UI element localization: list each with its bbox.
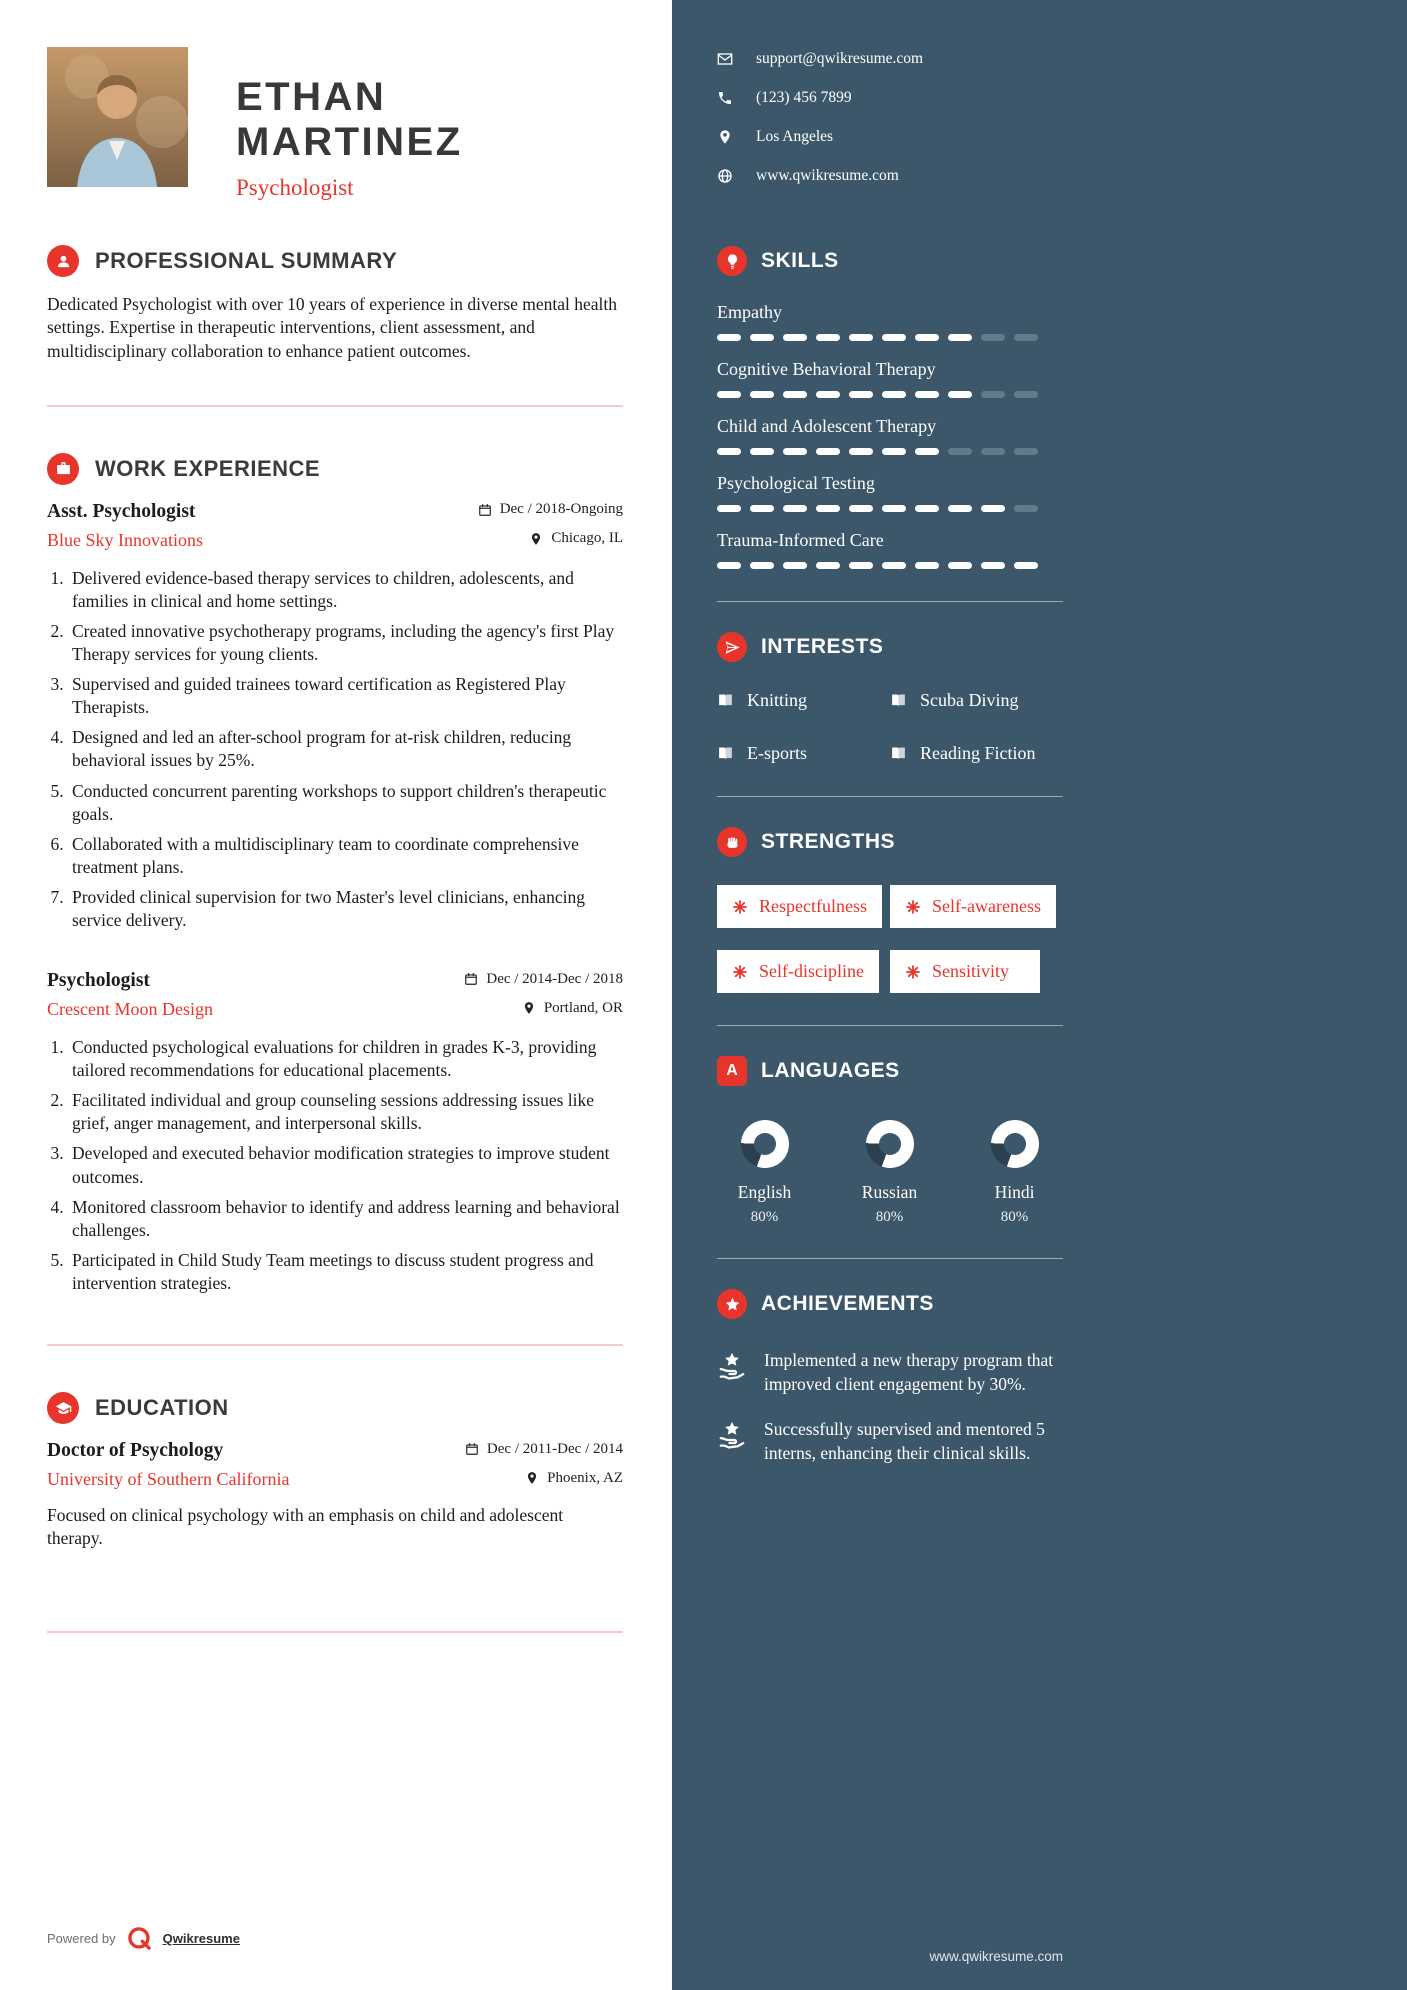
job-bullet-list: [47, 567, 623, 932]
briefcase-icon: [47, 453, 79, 485]
calendar-icon: [478, 503, 492, 517]
profile-photo: [47, 47, 188, 187]
map-pin-icon: [529, 532, 543, 546]
star-icon: [717, 1289, 747, 1319]
skill-bar-segment: [948, 448, 972, 455]
skill-bar-segment: [1014, 391, 1038, 398]
skill-bar-segment: [915, 448, 939, 455]
identity-header: [47, 47, 623, 201]
burst-icon: [732, 899, 748, 915]
job-company: Blue Sky Innovations: [47, 529, 203, 550]
job-title: Asst. Psychologist: [47, 500, 196, 522]
job-bullet: 1. Delivered evidence-based therapy services to children, adolescents, and families in clinical and home settings.: [68, 567, 623, 613]
achievements-list: [717, 1327, 1063, 1466]
skill-name: Child and Adolescent Therapy: [717, 416, 937, 436]
skill-bar: [717, 505, 1063, 512]
languages-heading: [717, 1056, 1063, 1086]
contact-website[interactable]: www.qwikresume.com: [756, 167, 899, 184]
book-icon: [717, 692, 734, 709]
achievements-heading-label: ACHIEVEMENTS: [761, 1292, 934, 1315]
hand-star-icon: [717, 1420, 747, 1450]
degree-name: Doctor of Psychology: [47, 1440, 224, 1462]
job-bullet: 1. Conducted psychological evaluations for children in grades K-3, providing tailored recommendations for educational placements.: [68, 1036, 623, 1082]
skill-bar-segment: [717, 562, 741, 569]
achievement-text: Implemented a new therapy program that improved client engagement by 30%.: [764, 1350, 1054, 1394]
summary-heading: [47, 245, 623, 277]
job-bullet: 2. Facilitated individual and group counseling sessions addressing issues like grief, anger management, and interpersonal skills.: [68, 1089, 623, 1135]
skill-bar-segment: [750, 562, 774, 569]
job-dates-text: Dec / 2018-Ongoing: [499, 501, 623, 518]
achievement-item: [717, 1418, 1063, 1465]
strength-chip: [717, 950, 879, 993]
skill-bar-segment: [981, 448, 1005, 455]
sidebar-content: [717, 50, 1063, 1964]
skill-bar-segment: [750, 334, 774, 341]
skill-bar-segment: [1014, 505, 1038, 512]
interest-item: [890, 743, 1063, 764]
calendar-icon: [465, 1442, 479, 1456]
contact-location-row: [717, 128, 1063, 146]
skill-bar-segment: [981, 562, 1005, 569]
job-dates: [464, 971, 623, 988]
job-bullet-list: [47, 1036, 623, 1295]
skill-bar-segment: [717, 448, 741, 455]
skill-bar-segment: [717, 391, 741, 398]
skill-bar-segment: [750, 505, 774, 512]
contact-location: Los Angeles: [756, 128, 834, 145]
skill-bar-segment: [783, 448, 807, 455]
skill-bar-segment: [915, 505, 939, 512]
achievements-heading: [717, 1289, 1063, 1319]
language-donut-chart: [741, 1120, 789, 1168]
strength-chip: [890, 885, 1056, 928]
interest-item: [717, 743, 890, 764]
school-name: University of Southern California: [47, 1469, 290, 1490]
job-location: [522, 1000, 623, 1017]
skill-bar-segment: [1014, 334, 1038, 341]
skill-bar: [717, 391, 1063, 398]
strengths-heading-label: STRENGTHS: [761, 830, 896, 853]
skills-heading-label: SKILLS: [761, 249, 839, 272]
section-divider: [47, 405, 623, 407]
interest-item: [890, 690, 1063, 711]
achievement-text: Successfully supervised and mentored 5 interns, enhancing their clinical skills.: [764, 1419, 1045, 1463]
skill-bar-segment: [816, 562, 840, 569]
strength-label: Respectfulness: [759, 896, 867, 916]
language-percent: 80%: [875, 1209, 904, 1225]
burst-icon: [905, 964, 921, 980]
job-location-text: Portland, OR: [543, 999, 623, 1016]
skill-bar-segment: [717, 334, 741, 341]
skill-name: Trauma-Informed Care: [717, 530, 884, 550]
education-description: Focused on clinical psychology with an emphasis on child and adolescent therapy.: [47, 1505, 564, 1549]
skill-bar-segment: [981, 505, 1005, 512]
contact-email[interactable]: support@qwikresume.com: [756, 50, 924, 67]
language-name: Hindi: [994, 1182, 1035, 1202]
summary-text: Dedicated Psychologist with over 10 years of experience in diverse mental health settings. Expertise in therapeutic interventions, client assessment, and multidisciplinary collaboration to enhance patient outcomes.: [47, 294, 618, 361]
skill-bar-segment: [915, 391, 939, 398]
skill-bar-segment: [849, 562, 873, 569]
skill-bar-segment: [750, 448, 774, 455]
skill-bar-segment: [783, 505, 807, 512]
sidebar-website: www.qwikresume.com: [929, 1949, 1063, 1964]
skill-item: [717, 359, 1063, 398]
translate-icon: A: [717, 1056, 747, 1086]
section-divider: [47, 1344, 623, 1346]
language-item: [967, 1120, 1062, 1226]
contact-website-row: [717, 167, 1063, 185]
skill-bar-segment: [1014, 448, 1038, 455]
skill-bar-segment: [717, 505, 741, 512]
skill-item: [717, 416, 1063, 455]
skill-bar-segment: [981, 334, 1005, 341]
skill-bar-segment: [783, 562, 807, 569]
skill-bar-segment: [882, 562, 906, 569]
skill-bar-segment: [948, 505, 972, 512]
contact-phone-row: [717, 89, 1063, 107]
globe-icon: [717, 168, 733, 184]
education-dates-text: Dec / 2011-Dec / 2014: [486, 1440, 623, 1457]
skill-bar-segment: [750, 391, 774, 398]
skills-list: [717, 284, 1063, 569]
job-bullet: 7. Provided clinical supervision for two Master's level clinicians, enhancing service delivery.: [68, 886, 623, 932]
skill-bar-segment: [882, 505, 906, 512]
language-percent: 80%: [1000, 1209, 1029, 1225]
skill-bar-segment: [849, 334, 873, 341]
skill-bar-segment: [981, 391, 1005, 398]
identity-text: [236, 47, 623, 201]
book-icon: [890, 692, 907, 709]
sidebar: [672, 0, 1407, 1990]
envelope-icon: [717, 51, 733, 67]
book-icon: [717, 745, 734, 762]
job-location: [529, 530, 623, 547]
hand-star-icon: [717, 1351, 747, 1381]
skill-bar-segment: [915, 562, 939, 569]
main-column: [0, 0, 672, 1990]
education-location: [525, 1470, 623, 1487]
skill-bar-segment: [816, 391, 840, 398]
qwikresume-logo-icon: [126, 1925, 153, 1952]
job-bullet: 3. Supervised and guided trainees toward certification as Registered Play Therapists.: [68, 673, 623, 719]
job-company: Crescent Moon Design: [47, 999, 213, 1020]
profile-photo-illustration: [47, 47, 188, 187]
sidebar-divider: [717, 601, 1063, 602]
skill-bar-segment: [816, 448, 840, 455]
fist-icon: [717, 827, 747, 857]
achievement-item: [717, 1349, 1063, 1396]
skill-bar-segment: [882, 334, 906, 341]
skill-bar-segment: [849, 391, 873, 398]
summary-heading-label: PROFESSIONAL SUMMARY: [95, 248, 398, 273]
skill-item: [717, 473, 1063, 512]
education-heading: [47, 1392, 623, 1424]
skill-bar: [717, 562, 1063, 569]
interest-item: [717, 690, 890, 711]
education-dates: [465, 1441, 623, 1458]
contact-email-row: [717, 50, 1063, 68]
job-bullet: 4. Designed and led an after-school program for at-risk children, reducing behavioral issues by 25%.: [68, 726, 623, 772]
map-pin-icon: [525, 1471, 539, 1485]
skill-bar: [717, 448, 1063, 455]
strength-chip: [717, 885, 882, 928]
job-title: Psychologist: [47, 970, 150, 992]
job-bullet: 6. Collaborated with a multidisciplinary team to coordinate comprehensive treatment plans.: [68, 833, 623, 879]
burst-icon: [732, 964, 748, 980]
qwikresume-link[interactable]: Qwikresume: [162, 1931, 240, 1946]
skill-item: [717, 530, 1063, 569]
lightbulb-icon: [717, 246, 747, 276]
strengths-heading: [717, 827, 1063, 857]
experience-heading: [47, 453, 623, 485]
skill-name: Cognitive Behavioral Therapy: [717, 359, 936, 379]
strength-label: Sensitivity: [932, 961, 1010, 981]
language-percent: 80%: [750, 1209, 779, 1225]
skill-bar: [717, 334, 1063, 341]
sidebar-divider: [717, 1025, 1063, 1026]
phone-icon: [717, 90, 733, 106]
footer: [47, 1865, 623, 1952]
skill-bar-segment: [816, 505, 840, 512]
skill-bar-segment: [882, 448, 906, 455]
strengths-list: [717, 885, 1063, 993]
person-title: Psychologist: [236, 175, 354, 200]
skill-bar-segment: [783, 391, 807, 398]
skill-bar-segment: [915, 334, 939, 341]
languages-heading-label: LANGUAGES: [761, 1059, 900, 1082]
skill-bar-segment: [849, 448, 873, 455]
graduation-cap-icon: [47, 1392, 79, 1424]
job-bullet: 4. Monitored classroom behavior to identify and address learning and behavioral challenges.: [68, 1196, 623, 1242]
language-donut-chart: [866, 1120, 914, 1168]
language-name: Russian: [861, 1182, 918, 1202]
job-location-text: Chicago, IL: [551, 530, 623, 547]
paper-plane-icon: [717, 632, 747, 662]
skill-bar-segment: [948, 562, 972, 569]
skill-bar-segment: [948, 334, 972, 341]
job-entry: [47, 501, 623, 932]
interests-heading-label: INTERESTS: [761, 635, 884, 658]
contact-phone: (123) 456 7899: [756, 89, 852, 106]
book-icon: [890, 745, 907, 762]
language-item: [717, 1120, 812, 1226]
job-bullet: 3. Developed and executed behavior modification strategies to improve student outcomes.: [68, 1142, 623, 1188]
burst-icon: [905, 899, 921, 915]
language-donut-chart: [991, 1120, 1039, 1168]
calendar-icon: [464, 972, 478, 986]
strength-chip: [890, 950, 1040, 993]
skill-name: Psychological Testing: [717, 473, 875, 493]
strength-label: Self-awareness: [932, 896, 1041, 916]
skill-item: [717, 302, 1063, 341]
interest-label: Knitting: [747, 690, 808, 710]
person-name: ETHAN MARTINEZ: [236, 75, 463, 164]
language-name: English: [737, 1182, 792, 1202]
interests-list: [717, 690, 1063, 764]
strength-label: Self-discipline: [759, 961, 864, 981]
map-pin-icon: [522, 1001, 536, 1015]
map-pin-icon: [717, 129, 733, 145]
interest-label: Reading Fiction: [920, 743, 1036, 763]
skill-bar-segment: [882, 391, 906, 398]
person-icon: [47, 245, 79, 277]
interest-label: Scuba Diving: [920, 690, 1019, 710]
section-divider: [47, 1631, 623, 1633]
languages-list: [717, 1120, 1063, 1226]
job-bullet: 5. Conducted concurrent parenting workshops to support children's therapeutic goals.: [68, 780, 623, 826]
job-bullet: 2. Created innovative psychotherapy programs, including the agency's first Play Therapy services for young clients.: [68, 620, 623, 666]
powered-by-label: Powered by: [47, 1931, 116, 1946]
job-bullet: 5. Participated in Child Study Team meetings to discuss student progress and intervention strategies.: [68, 1249, 623, 1295]
sidebar-divider: [717, 1258, 1063, 1259]
skills-heading: [717, 246, 1063, 276]
education-entry: [47, 1440, 623, 1551]
education-heading-label: EDUCATION: [95, 1395, 229, 1421]
skill-bar-segment: [783, 334, 807, 341]
language-item: [842, 1120, 937, 1226]
job-dates: [478, 501, 623, 518]
jobs-list: [47, 501, 623, 1302]
job-entry: [47, 970, 623, 1295]
education-location-text: Phoenix, AZ: [547, 1469, 623, 1486]
interest-label: E-sports: [747, 743, 807, 763]
interests-heading: [717, 632, 1063, 662]
skill-bar-segment: [1014, 562, 1038, 569]
skill-bar-segment: [948, 391, 972, 398]
skill-name: Empathy: [717, 302, 782, 322]
sidebar-divider: [717, 796, 1063, 797]
skill-bar-segment: [816, 334, 840, 341]
experience-heading-label: WORK EXPERIENCE: [95, 455, 321, 481]
contact-block: [717, 50, 1063, 206]
job-dates-text: Dec / 2014-Dec / 2018: [486, 970, 623, 987]
skill-bar-segment: [849, 505, 873, 512]
